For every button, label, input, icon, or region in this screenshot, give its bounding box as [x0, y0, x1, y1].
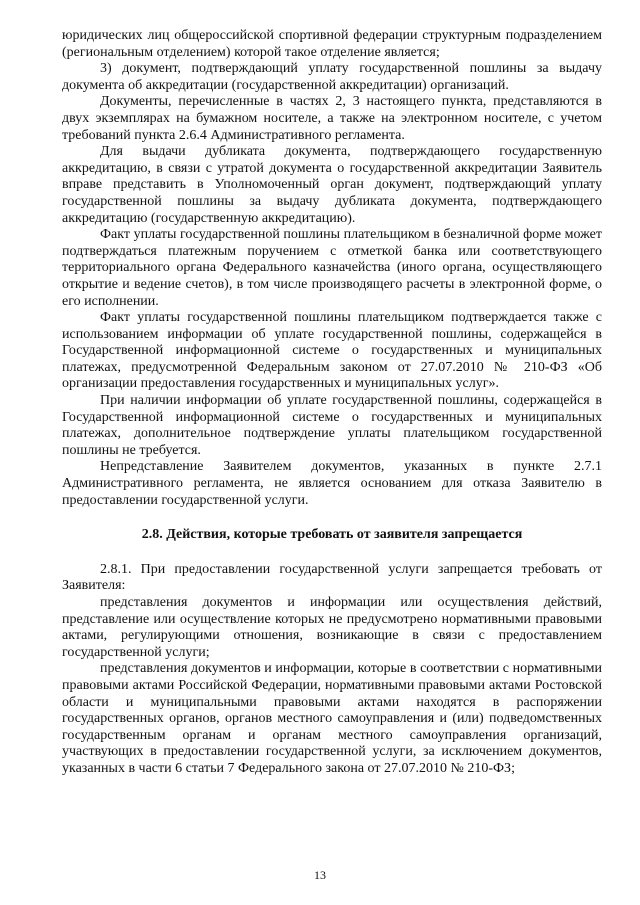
paragraph-non-submission: Непредставление Заявителем документов, указанных в пункте 2.7.1 Административного регламента, не является основанием для отказа Заявителю в предоставлении государственной услуги.: [62, 459, 602, 508]
paragraph-prohibition-intro: 2.8.1. При предоставлении государственной услуги запрещается требовать от Заявителя:: [62, 561, 602, 594]
paragraph-payment-info: Факт уплаты государственной пошлины плательщиком подтверждается также с использованием информации об уплате государственной пошлины, содержащейся в Государственной информационной системе о государственных и муниципальных платежах, предусмотренной Федеральным законом от 27.07.2010 № 210-ФЗ «Об организации предоставления государственных и муниципальных услуг».: [62, 310, 602, 392]
paragraph-continuation: юридических лиц общероссийской спортивной федерации структурным подразделением (региональным отделением) которой такое отделение является;: [62, 28, 602, 60]
section-heading: 2.8. Действия, которые требовать от заявителя запрещается: [141, 527, 523, 543]
paragraph-duplicate: Для выдачи дубликата документа, подтверждающего государственную аккредитацию, в связи с утратой документа о государственной аккредитации Заявитель вправе представить в Уполномоченный орган документ, подтверждающий уплату государственной пошлины за выдачу дубликата документа, подтверждающего аккредитацию (государственную аккредитацию).: [62, 144, 602, 226]
paragraph-prohibition-item-2: представления документов и информации, которые в соответствии с нормативными правовыми актами Российской Федерации, нормативными правовыми актами Ростовской области и муниципальными правовыми актами находятся в распоряжении государственных органов, органов местного самоуправления и (или) подведомственных государственным органам и органам местного самоуправления организаций, участвующих в предоставлении государственной услуги, за исключением документов, указанных в части 6 статьи 7 Федерального закона от 27.07.2010 № 210-ФЗ;: [62, 661, 602, 776]
document-page: [62, 28, 602, 778]
paragraph-fee-document: 3) документ, подтверждающий уплату государственной пошлины за выдачу документа об аккредитации (государственной аккредитации) организаций.: [62, 61, 602, 93]
paragraph-prohibition-item-1: представления документов и информации или осуществления действий, представление или осуществление которых не предусмотрено нормативными правовыми актами, регулирующими отношения, возникающие в связи с предоставлением государственной услуги;: [62, 595, 602, 660]
page-number: 13: [314, 868, 326, 882]
paragraph-no-confirmation: При наличии информации об уплате государственной пошлины, содержащейся в Государственной информационной системе о государственных и муниципальных платежах, дополнительное подтверждение уплаты плательщиком государственной пошлины не требуется.: [62, 393, 602, 458]
paragraph-payment-order: Факт уплаты государственной пошлины плательщиком в безналичной форме может подтверждаться платежным поручением с отметкой банка или соответствующего территориального органа Федерального казначейства (иного органа, осуществляющего открытие и ведение счетов), в том числе производящего расчеты в электронной форме, о его исполнении.: [62, 227, 602, 309]
paragraph-copies: Документы, перечисленные в частях 2, 3 настоящего пункта, представляются в двух экземплярах на бумажном носителе, а также на электронном носителе, с учетом требований пункта 2.6.4 Административного регламента.: [62, 94, 602, 143]
